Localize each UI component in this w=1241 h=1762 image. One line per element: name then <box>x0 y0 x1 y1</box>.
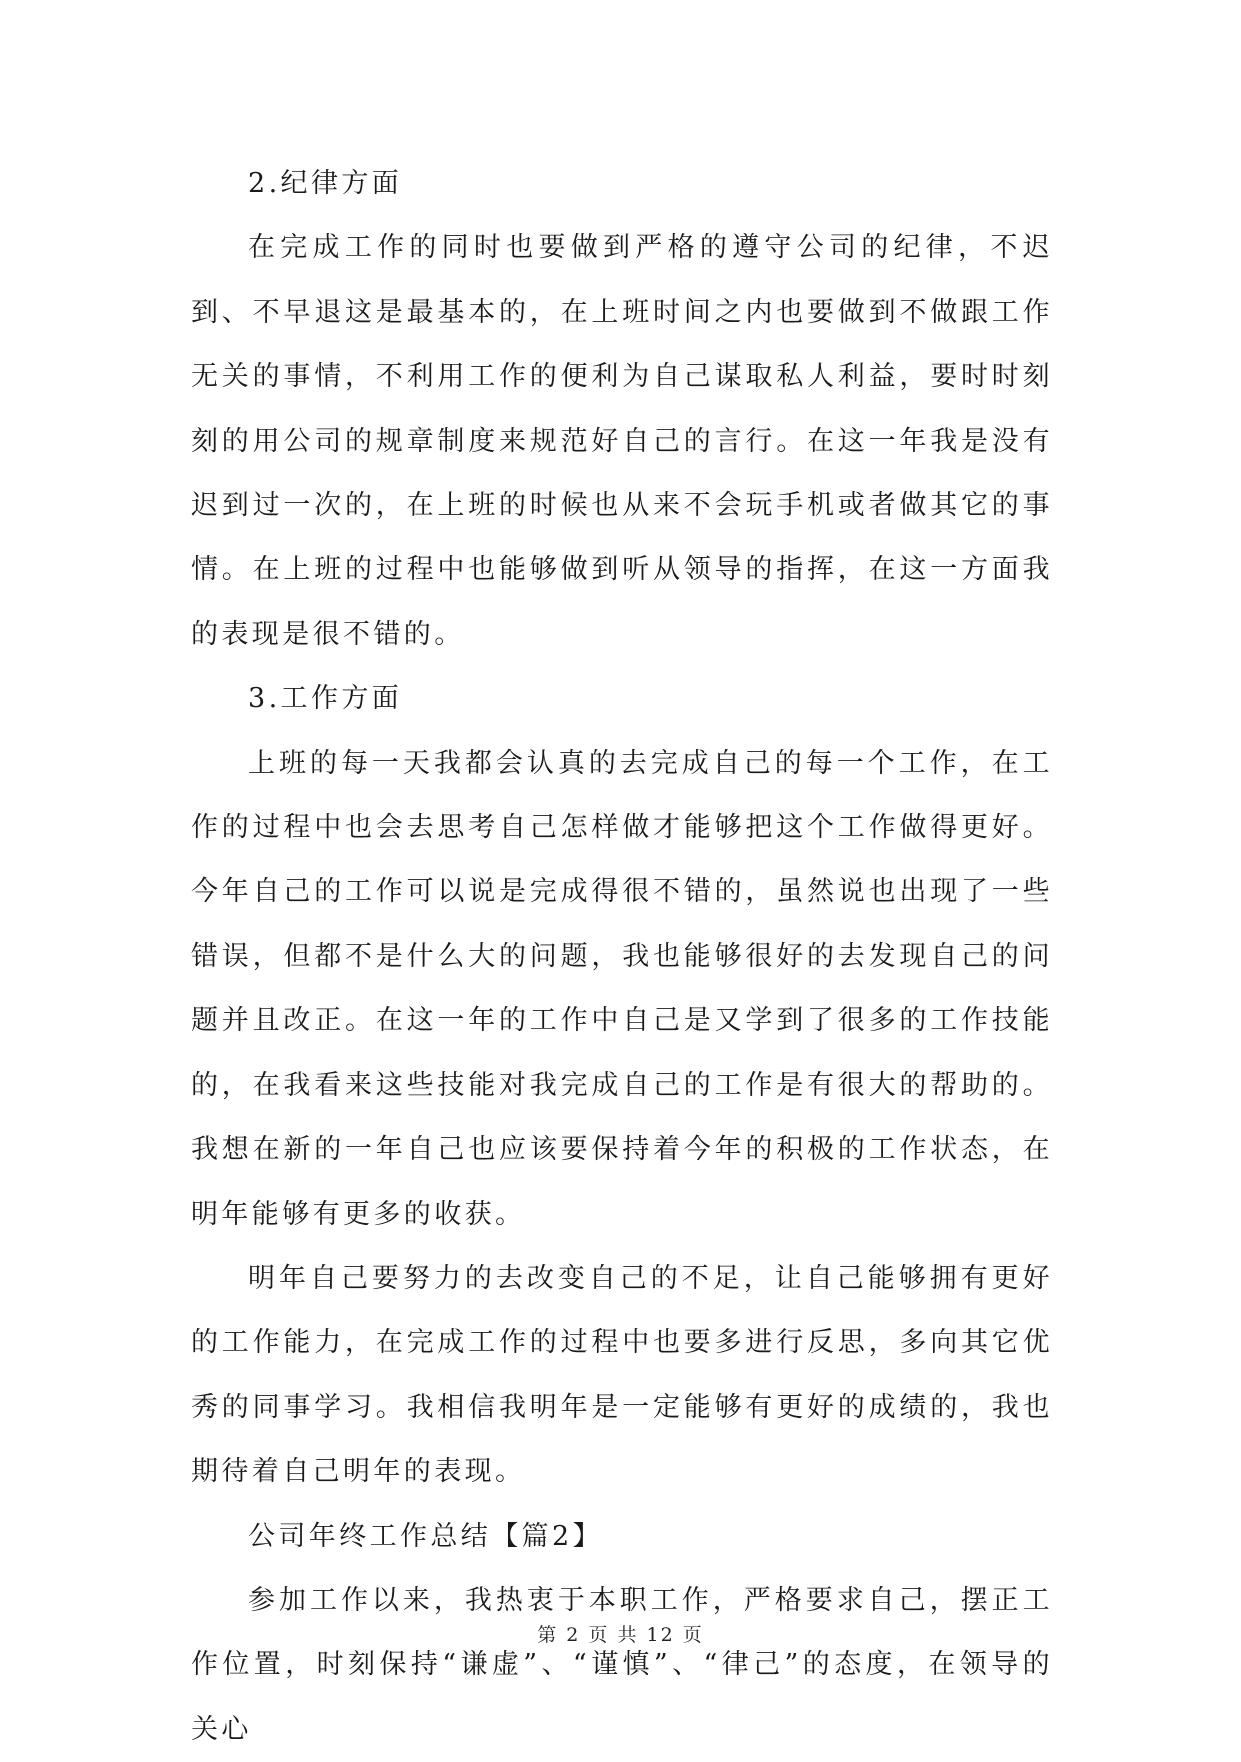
document-body <box>191 152 1053 1762</box>
article-heading-part2: 公司年终工作总结【篇2】 <box>248 1520 603 1552</box>
paragraph-work: 上班的每一天我都会认真的去完成自己的每一个工作，在工作的过程中也会去思考自己怎样做才能够把这个工作做得更好。今年自己的工作可以说是完成得很不错的，虽然说也出现了一些错误，但都不是什么大的问题，我也能够很好的去发现自己的问题并且改正。在这一年的工作中自己是又学到了很多的工作技能的，在我看来这些技能对我完成自己的工作是有很大的帮助的。我想在新的一年自己也应该要保持着今年的积极的工作状态，在明年能够有更多的收获。 <box>191 747 1053 1230</box>
page-footer: 第 2 页 共 12 页 <box>537 1624 704 1646</box>
paragraph-part2-intro: 参加工作以来，我热衷于本职工作，严格要求自己，摆正工作位置，时刻保持“谦虚”、“谨慎”、“律己”的态度，在领导的关心 <box>191 1584 1053 1745</box>
section-heading-discipline: 2.纪律方面 <box>248 168 403 199</box>
paragraph-discipline: 在完成工作的同时也要做到严格的遵守公司的纪律，不迟到、不早退这是最基本的，在上班时间之内也要做到不做跟工作无关的事情，不利用工作的便利为自己谋取私人利益，要时时刻刻的用公司的规章制度来规范好自己的言行。在这一年我是没有迟到过一次的，在上班的时候也从来不会玩手机或者做其它的事情。在上班的过程中也能够做到听从领导的指挥，在这一方面我的表现是很不错的。 <box>191 232 1053 650</box>
paragraph-next-year: 明年自己要努力的去改变自己的不足，让自己能够拥有更好的工作能力，在完成工作的过程中也要多进行反思，多向其它优秀的同事学习。我相信我明年是一定能够有更好的成绩的，我也期待着自己明年的表现。 <box>191 1262 1053 1488</box>
section-heading-work: 3.工作方面 <box>248 683 403 715</box>
